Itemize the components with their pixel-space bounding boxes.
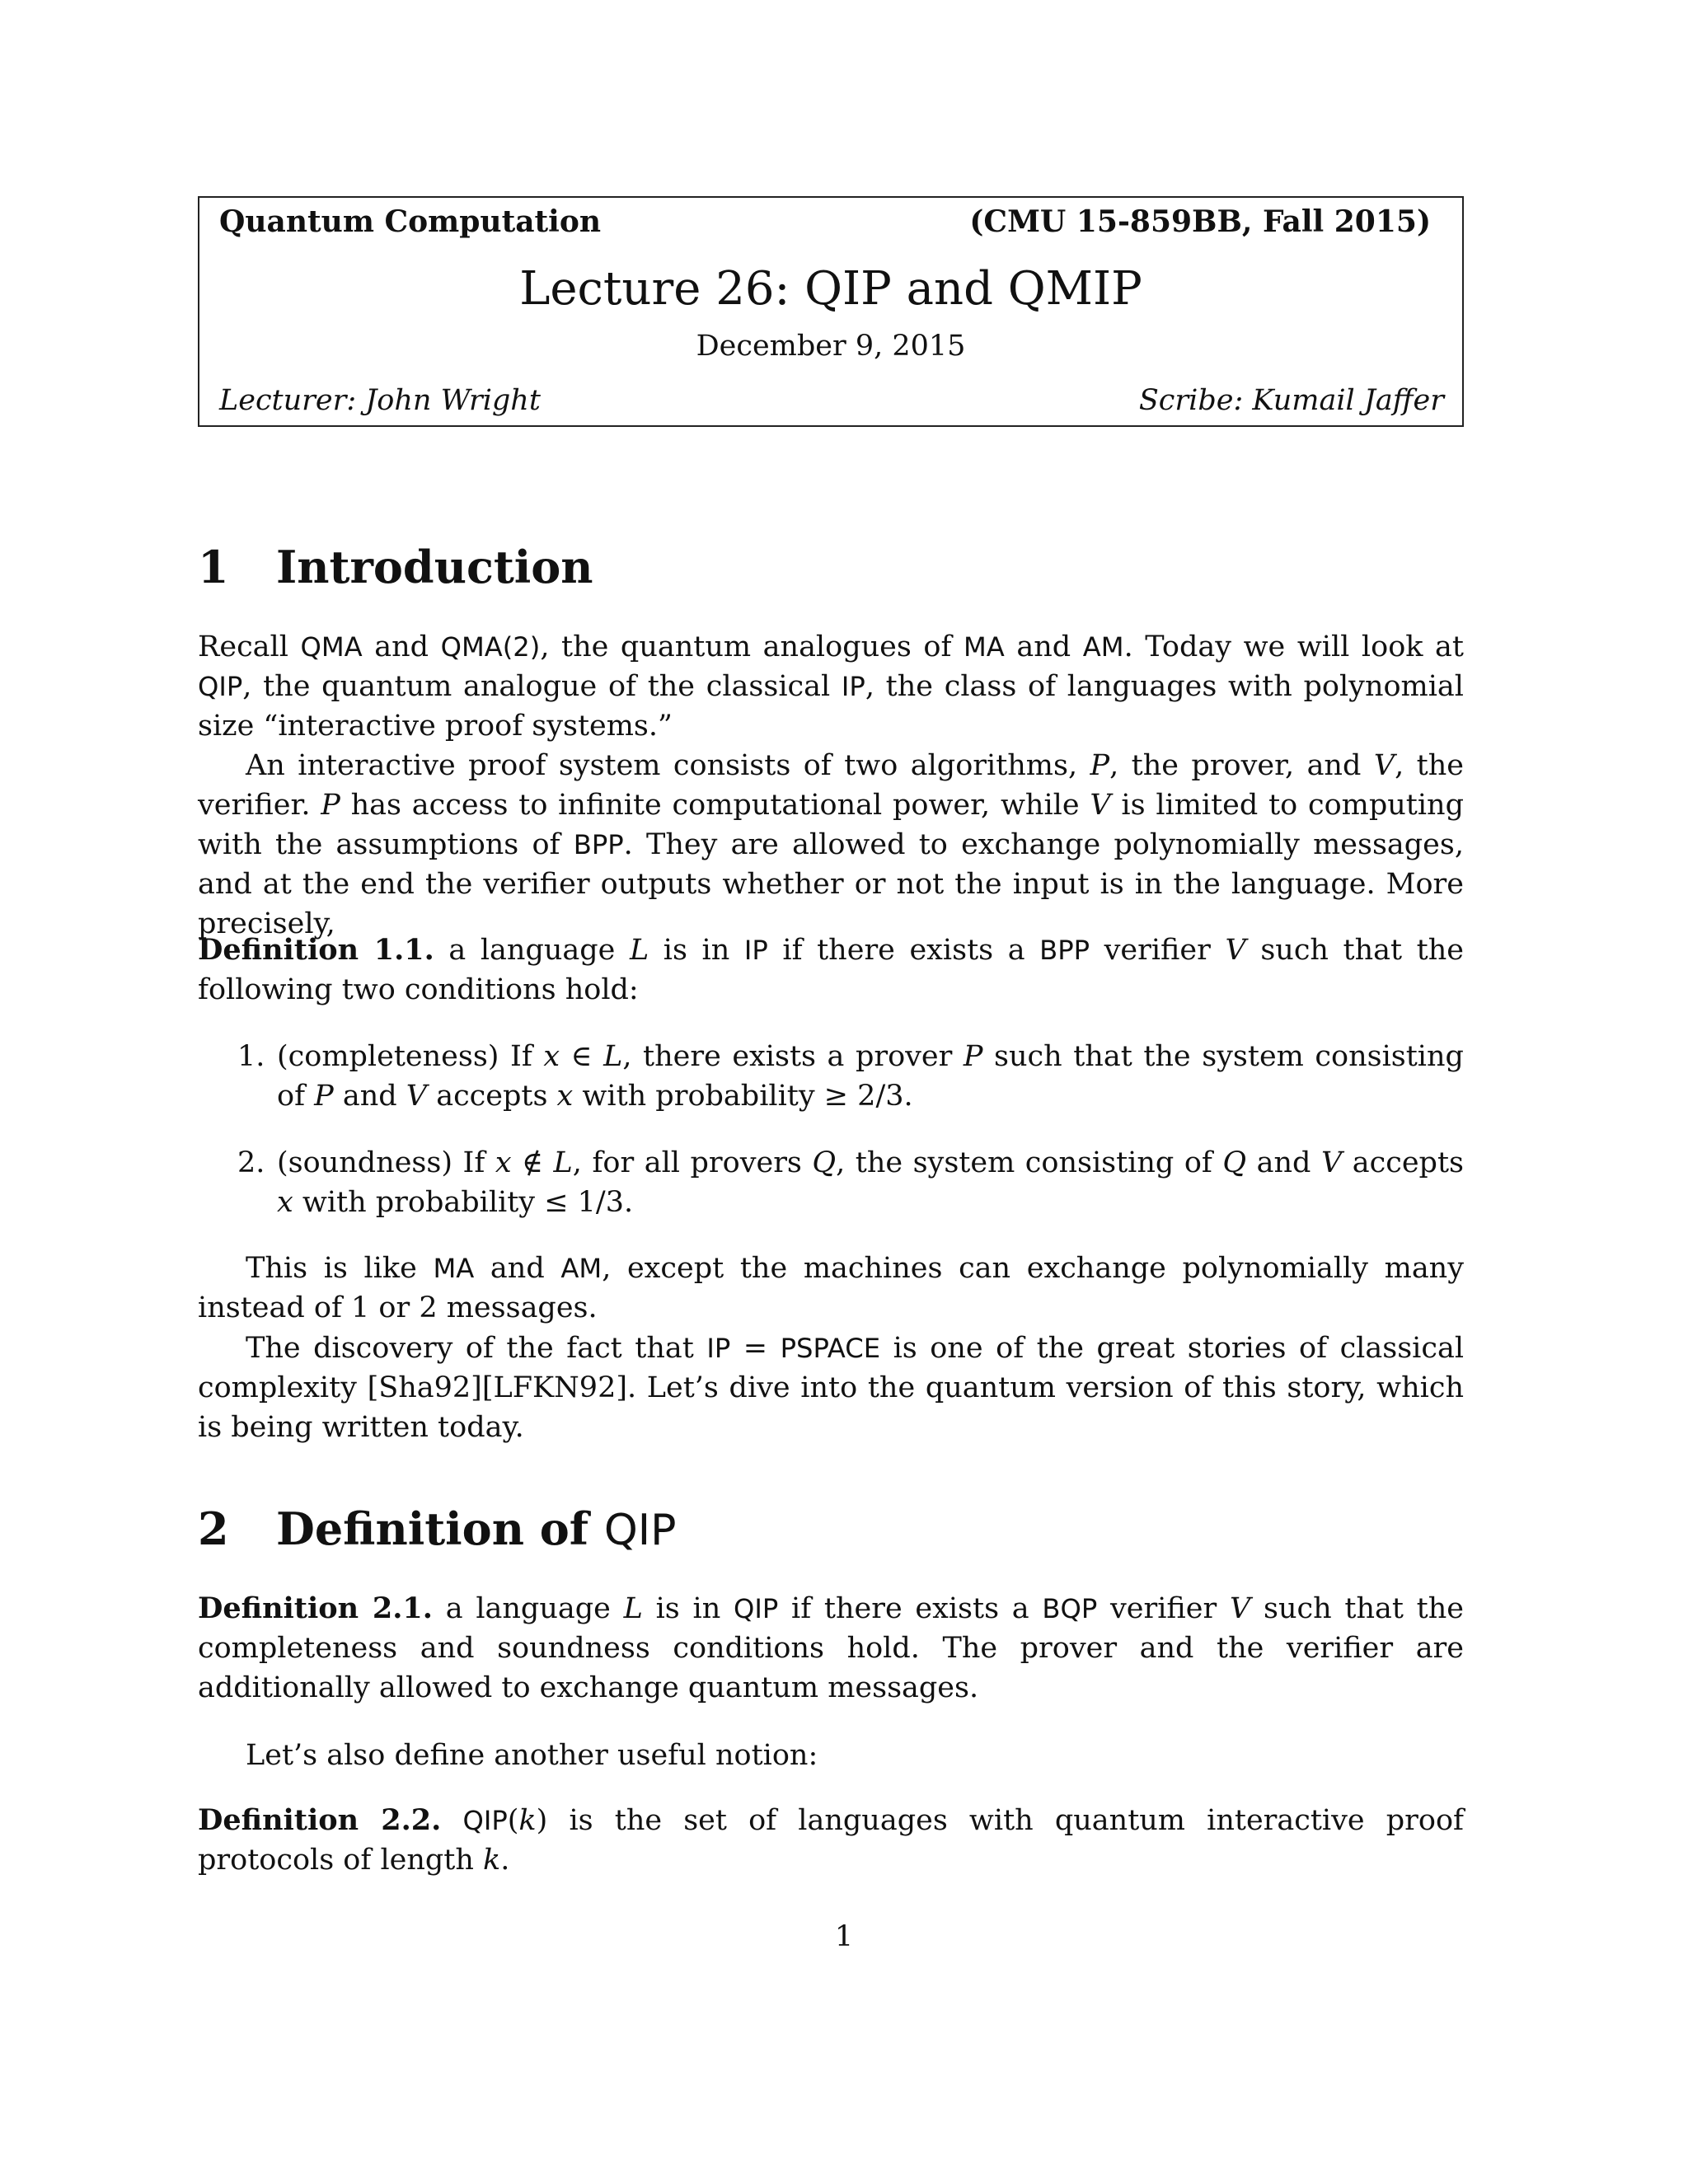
definition-1-1: Definition 1.1. a language L is in IP if there exists a BPP verifier V such that the following two conditions hold:	[198, 933, 1465, 1006]
section-title: Definition of	[276, 1502, 604, 1555]
lecturer: Lecturer: John Wright	[219, 384, 541, 417]
definition-label: Definition 1.1.	[198, 933, 434, 967]
course-code: (CMU 15-859BB, Fall 2015)	[969, 204, 1431, 239]
ip-pspace-paragraph: The discovery of the fact that IP = PSPACE is one of the great stories of classical complexity [Sha92][LFKN92]. Let’s dive into the quantum version of this story, which is being written today.	[198, 1332, 1465, 1444]
definition-2-1: Definition 2.1. a language L is in QIP if there exists a BQP verifier V such that the completeness and soundness conditions hold. The prover and the verifier are additionally allowed to exchange quantum messages.	[198, 1591, 1464, 1704]
lecture-header-box	[198, 196, 1464, 427]
list-item-soundness: 2. (soundness) If x ∉ L, for all provers Q, the system consisting of Q and V accepts x with probability ≤ 1/3.	[237, 1146, 1464, 1219]
section-number: 1	[198, 541, 229, 593]
course-name: Quantum Computation	[219, 204, 602, 239]
lecture-date: December 9, 2015	[696, 330, 966, 363]
section-heading-1	[198, 541, 593, 593]
definition-2-2: Definition 2.2. QIP(k) is the set of languages with quantum interactive proof protocols of length k.	[198, 1803, 1464, 1877]
section-title: Introduction	[276, 541, 593, 593]
section-heading-2: 2 Definition of QIP	[198, 1502, 677, 1555]
scribe: Scribe: Kumail Jaffer	[1138, 384, 1444, 417]
section-number: 2	[198, 1502, 229, 1555]
definition-label: Definition 2.2.	[198, 1803, 442, 1837]
interactive-proof-paragraph: An interactive proof system consists of two algorithms, P, the prover, and V, the verifier. P has access to infinite computational power, while V is limited to computing with the assumptions of BPP. They are allowed to exchange polynomially messages, and at the end the verifier outputs whether or not the input is in the language. More precisely,	[198, 749, 1464, 940]
list-item-completeness: 1. (completeness) If x ∈ L, there exists a prover P such that the system consisting of P and V accepts x with probability ≥ 2/3.	[237, 1040, 1464, 1113]
lecture-title: Lecture 26: QIP and QMIP	[519, 262, 1142, 316]
page-number: 1	[834, 1920, 854, 1953]
comparison-paragraph: This is like MA and AM, except the machines can exchange polynomially many instead of 1 or 2 messages.	[198, 1252, 1464, 1324]
intro-paragraph: Recall QMA and QMA(2), the quantum analogues of MA and AM. Today we will look at QIP, the quantum analogue of the classical IP, the class of languages with polynomial size “interactive proof systems.”	[198, 630, 1464, 743]
notion-paragraph: Let’s also define another useful notion:	[246, 1739, 818, 1772]
definition-label: Definition 2.1.	[198, 1591, 433, 1625]
